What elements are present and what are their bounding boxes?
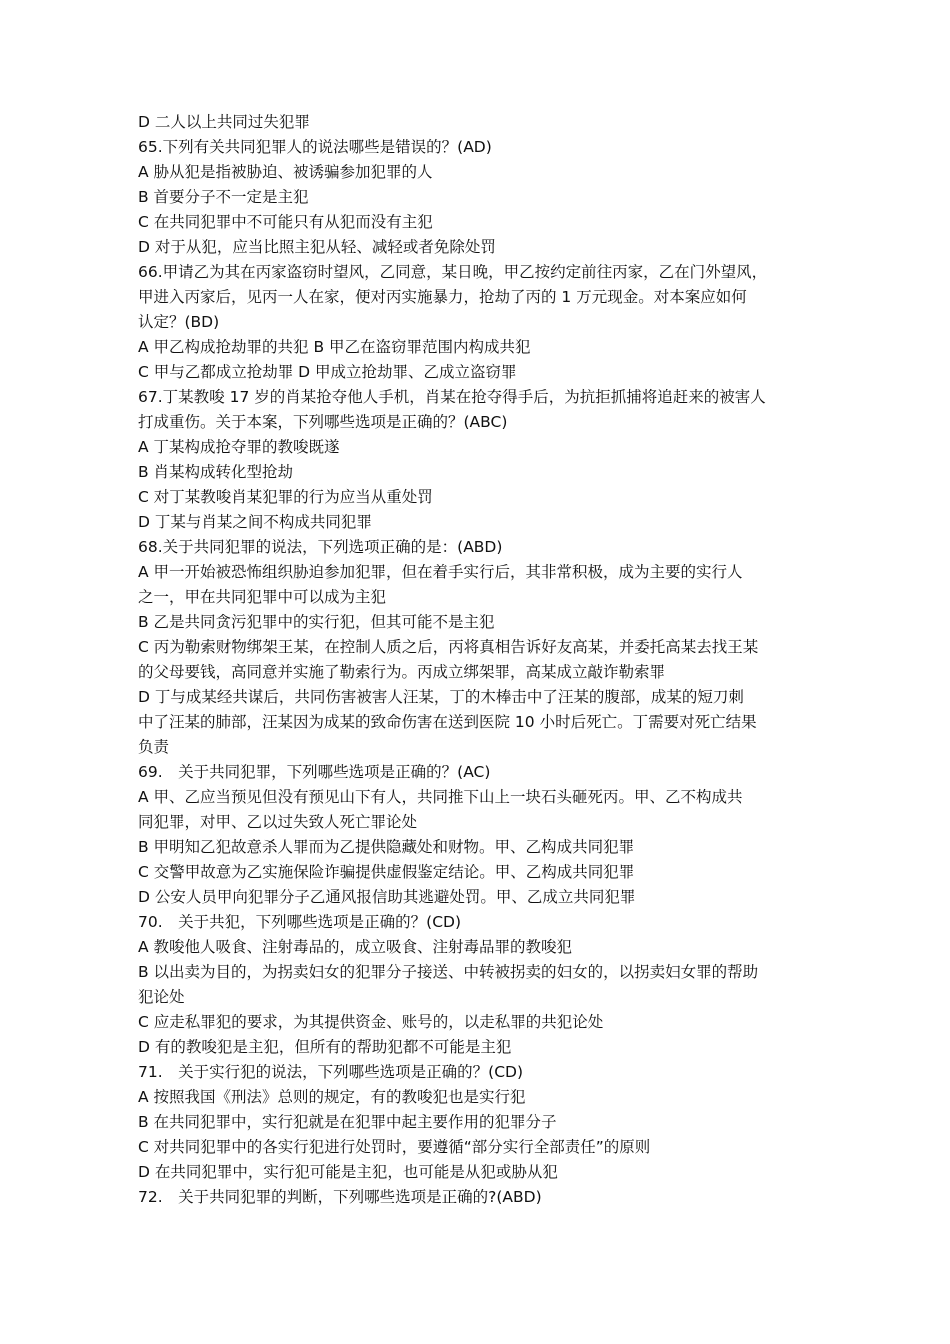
text-line: 中了汪某的肺部，汪某因为成某的致命伤害在送到医院 10 小时后死亡。丁需要对死亡结果 xyxy=(138,713,757,731)
text-line: 甲进入丙家后，见丙一人在家，便对丙实施暴力，抢劫了丙的 1 万元现金。对本案应如何 xyxy=(138,288,747,306)
text-line: C 对共同犯罪中的各实行犯进行处罚时，要遵循“部分实行全部责任”的原则 xyxy=(138,1138,651,1156)
text-line: B 肖某构成转化型抢劫 xyxy=(138,463,294,481)
text-line: D 公安人员甲向犯罪分子乙通风报信助其逃避处罚。甲、乙成立共同犯罪 xyxy=(138,888,636,906)
text-line: 68.关于共同犯罪的说法，下列选项正确的是：(ABD) xyxy=(138,538,503,556)
text-line: A 甲乙构成抢劫罪的共犯 B 甲乙在盗窃罪范围内构成共犯 xyxy=(138,338,531,356)
text-line: C 在共同犯罪中不可能只有从犯而没有主犯 xyxy=(138,213,433,231)
text-line: B 乙是共同贪污犯罪中的实行犯，但其可能不是主犯 xyxy=(138,613,495,631)
text-line: D 对于从犯，应当比照主犯从轻、减轻或者免除处罚 xyxy=(138,238,496,256)
text-line: 67.丁某教唆 17 岁的肖某抢夺他人手机，肖某在抢夺得手后，为抗拒抓捕将追赶来的被害人 xyxy=(138,388,766,406)
text-line: 71. 关于实行犯的说法，下列哪些选项是正确的？(CD) xyxy=(138,1063,524,1081)
text-line: B 首要分子不一定是主犯 xyxy=(138,188,309,206)
text-line: 同犯罪，对甲、乙以过失致人死亡罪论处 xyxy=(138,813,418,831)
text-line: 70. 关于共犯，下列哪些选项是正确的？(CD) xyxy=(138,913,462,931)
text-line: C 交警甲故意为乙实施保险诈骗提供虚假鉴定结论。甲、乙构成共同犯罪 xyxy=(138,863,635,881)
text-line: D 丁某与肖某之间不构成共同犯罪 xyxy=(138,513,372,531)
text-line: A 教唆他人吸食、注射毒品的，成立吸食、注射毒品罪的教唆犯 xyxy=(138,938,573,956)
text-line: A 按照我国《刑法》总则的规定，有的教唆犯也是实行犯 xyxy=(138,1088,526,1106)
text-line: A 胁从犯是指被胁迫、被诱骗参加犯罪的人 xyxy=(138,163,433,181)
text-line: C 甲与乙都成立抢劫罪 D 甲成立抢劫罪、乙成立盗窃罪 xyxy=(138,363,517,381)
text-line: D 丁与成某经共谋后，共同伤害被害人汪某，丁的木棒击中了汪某的腹部，成某的短刀刺 xyxy=(138,688,744,706)
text-line: B 以出卖为目的，为拐卖妇女的犯罪分子接送、中转被拐卖的妇女的，以拐卖妇女罪的帮助 xyxy=(138,963,759,981)
text-line: 72. 关于共同犯罪的判断，下列哪些选项是正确的?(ABD) xyxy=(138,1188,542,1206)
text-line: 之一，甲在共同犯罪中可以成为主犯 xyxy=(138,588,387,606)
text-line: A 丁某构成抢夺罪的教唆既遂 xyxy=(138,438,340,456)
text-line: B 甲明知乙犯故意杀人罪而为乙提供隐藏处和财物。甲、乙构成共同犯罪 xyxy=(138,838,635,856)
text-line: D 有的教唆犯是主犯，但所有的帮助犯都不可能是主犯 xyxy=(138,1038,512,1056)
text-line: 的父母要钱，高同意并实施了勒索行为。丙成立绑架罪，高某成立敲诈勒索罪 xyxy=(138,663,666,681)
text-line: C 应走私罪犯的要求，为其提供资金、账号的，以走私罪的共犯论处 xyxy=(138,1013,604,1031)
text-line: D 在共同犯罪中，实行犯可能是主犯，也可能是从犯或胁从犯 xyxy=(138,1163,558,1181)
text-line: 负责 xyxy=(138,738,170,756)
text-line: A 甲、乙应当预见但没有预见山下有人，共同推下山上一块石头砸死丙。甲、乙不构成共 xyxy=(138,788,743,806)
text-line: 65.下列有关共同犯罪人的说法哪些是错误的？(AD) xyxy=(138,138,492,156)
text-line: C 对丁某教唆肖某犯罪的行为应当从重处罚 xyxy=(138,488,433,506)
text-line: 认定？(BD) xyxy=(138,313,220,331)
text-line: D 二人以上共同过失犯罪 xyxy=(138,113,310,131)
document-body xyxy=(138,110,822,1210)
text-line: 犯论处 xyxy=(138,988,185,1006)
text-line: 69. 关于共同犯罪，下列哪些选项是正确的？(AC) xyxy=(138,763,491,781)
text-line: A 甲一开始被恐怖组织胁迫参加犯罪，但在着手实行后，其非常积极，成为主要的实行人 xyxy=(138,563,743,581)
text-line: B 在共同犯罪中，实行犯就是在犯罪中起主要作用的犯罪分子 xyxy=(138,1113,557,1131)
text-line: 打成重伤。关于本案，下列哪些选项是正确的？(ABC) xyxy=(138,413,508,431)
text-line: 66.甲请乙为其在丙家盗窃时望风，乙同意，某日晚，甲乙按约定前往丙家，乙在门外望风， xyxy=(138,263,768,281)
text-line: C 丙为勒索财物绑架王某，在控制人质之后，丙将真相告诉好友高某，并委托高某去找王某 xyxy=(138,638,759,656)
